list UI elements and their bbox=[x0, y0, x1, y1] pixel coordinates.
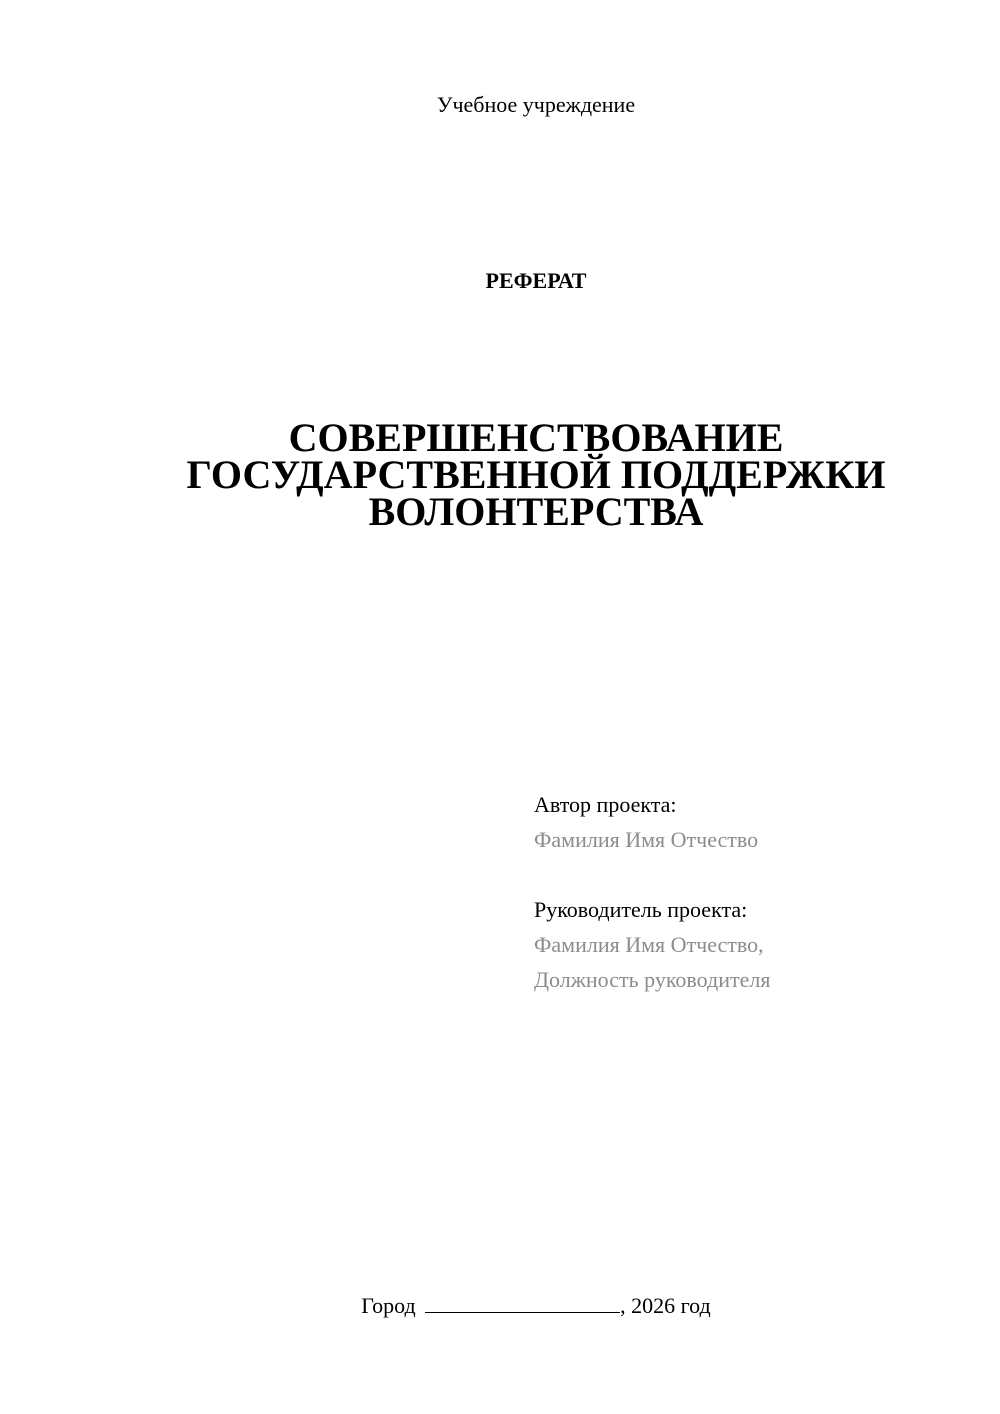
supervisor-label: Руководитель проекта: bbox=[534, 897, 748, 922]
block-spacer bbox=[534, 857, 974, 892]
signature-block bbox=[534, 787, 974, 997]
city-year-line bbox=[0, 1290, 1000, 1321]
document-title bbox=[150, 415, 922, 534]
author-label: Автор проекта: bbox=[534, 792, 677, 817]
city-label: Город bbox=[361, 1293, 416, 1318]
supervisor-position-placeholder: Должность руководителя bbox=[534, 967, 771, 992]
supervisor-name-placeholder: Фамилия Имя Отчество, bbox=[534, 932, 764, 957]
author-name-placeholder: Фамилия Имя Отчество bbox=[534, 827, 759, 852]
city-blank-underline bbox=[425, 1290, 620, 1313]
year-text: , 2026 год bbox=[620, 1293, 711, 1318]
title-line-2: ГОСУДАРСТВЕННОЙ ПОДДЕРЖКИ bbox=[186, 452, 886, 497]
institution-name: Учебное учреждение bbox=[436, 92, 636, 117]
document-type: РЕФЕРАТ bbox=[485, 268, 587, 293]
title-line-1: СОВЕРШЕНСТВОВАНИЕ bbox=[288, 415, 784, 460]
title-line-3: ВОЛОНТЕРСТВА bbox=[368, 489, 704, 534]
